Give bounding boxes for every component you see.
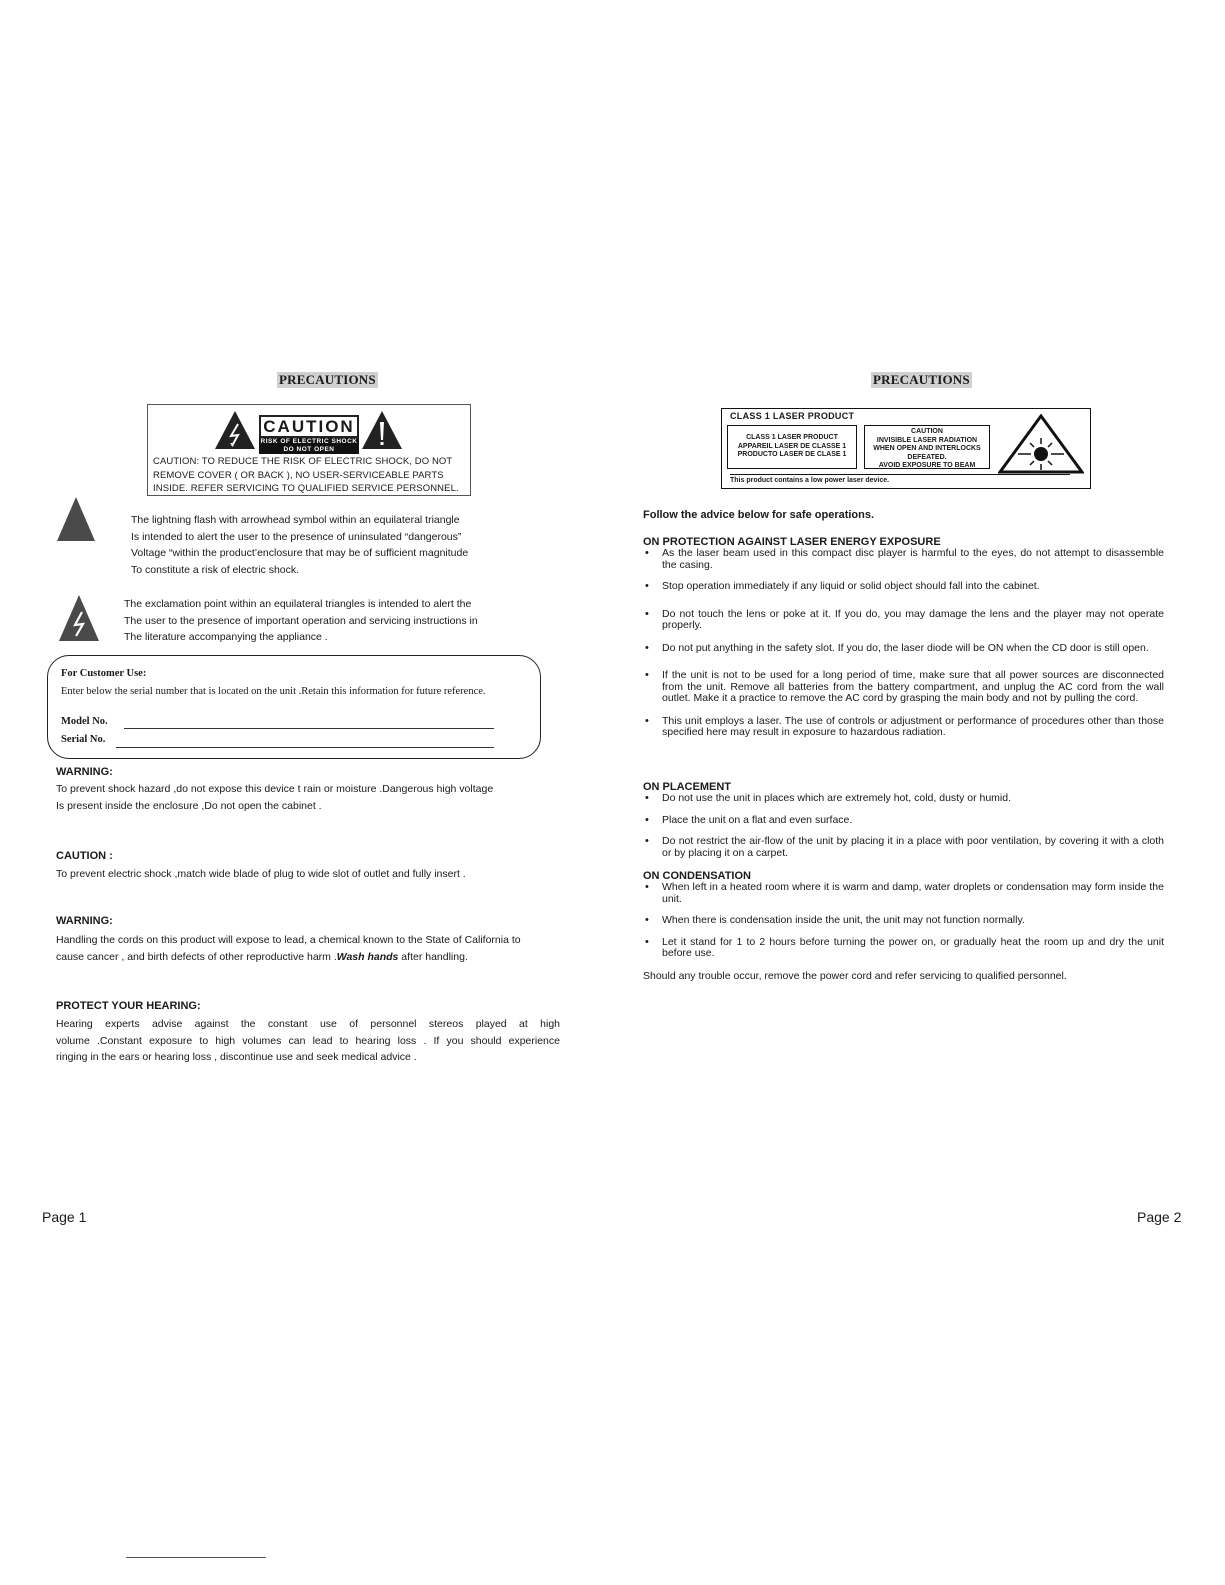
closing-text: Should any trouble occur, remove the power cord and refer servicing to qualified personnel. xyxy=(643,970,1067,982)
caution-line: INSIDE. REFER SERVICING TO QUALIFIED SERVICE PERSONNEL. xyxy=(153,483,459,494)
lightning-triangle-icon xyxy=(214,410,256,450)
text-line: volume .Constant exposure to high volumes can lead to hearing loss . If you should experience xyxy=(56,1034,560,1047)
text-line: INVISIBLE LASER RADIATION xyxy=(876,436,978,444)
text-line: Is present inside the enclosure ,Do not open the cabinet . xyxy=(56,799,322,812)
list-item: • When left in a heated room where it is warm and damp, water droplets or condensation may form inside the unit. xyxy=(643,882,1164,905)
list-item: • Let it stand for 1 to 2 hours before turning the power on, or gradually heat the room up and dry the unit before use. xyxy=(643,937,1164,960)
text-line: DEFEATED. xyxy=(907,453,947,461)
wash-hands-emphasis: Wash hands xyxy=(336,950,399,963)
laser-caution-box xyxy=(864,425,990,469)
caution-sub2: DO NOT OPEN xyxy=(259,446,359,454)
lightning-triangle-icon xyxy=(58,594,100,642)
text-line: To constitute a risk of electric shock. xyxy=(131,563,300,576)
laser-label-footer: This product contains a low power laser device. xyxy=(730,474,1070,484)
caution-heading: CAUTION : xyxy=(56,850,113,862)
list-item: • This unit employs a laser. The use of controls or adjustment or performance of procedures other than those specified here may result in exposure to hazardous radiation. xyxy=(643,716,1164,739)
text-span: cause cancer , and birth defects of other reproductive harm . xyxy=(56,950,337,963)
right-page-title: PRECAUTIONS xyxy=(873,372,970,387)
warning-heading: WARNING: xyxy=(56,915,113,927)
underline-rule xyxy=(126,1557,266,1558)
customer-use-box xyxy=(47,655,541,759)
text-line: To prevent shock hazard ,do not expose this device t rain or moisture .Dangerous high voltage xyxy=(56,783,494,795)
laser-section-heading: ON PROTECTION AGAINST LASER ENERGY EXPOSURE xyxy=(643,536,941,548)
caution-text: To prevent electric shock ,match wide blade of plug to wide slot of outlet and fully insert . xyxy=(56,868,466,880)
hearing-heading: PROTECT YOUR HEARING: xyxy=(56,1000,201,1012)
text-line: PRODUCTO LASER DE CLASE 1 xyxy=(737,451,847,458)
caution-line: REMOVE COVER ( OR BACK ), NO USER-SERVICEABLE PARTS xyxy=(153,469,444,481)
text-line: The exclamation point within an equilateral triangles is intended to alert the xyxy=(124,598,472,610)
text-line: ringing in the ears or hearing loss , discontinue use and seek medical advice . xyxy=(56,1051,417,1063)
text-line: CAUTION xyxy=(911,428,943,435)
list-item: • Stop operation immediately if any liquid or solid object should fall into the cabinet. xyxy=(643,581,1164,593)
text-line xyxy=(56,949,566,966)
exclamation-triangle-icon xyxy=(361,410,403,450)
list-item: • If the unit is not to be used for a long period of time, make sure that all power sources are disconnected from the unit. Remove all batteries from the battery compartment, and unplug the AC cord from the wall outlet. Make it a practice to remove the AC cord by grasping the main body and not by pulling the cord. xyxy=(643,670,1164,705)
list-item: • Do not use the unit in places which are extremely hot, cold, dusty or humid. xyxy=(643,793,1164,805)
list-item: • When there is condensation inside the unit, the unit may not function normally. xyxy=(643,915,1164,927)
text-line: Is intended to alert the user to the presence of uninsulated “dangerous” xyxy=(131,530,462,543)
text-line: Voltage “within the product’enclosure that may be of sufficient magnitude xyxy=(131,547,469,559)
warning-text xyxy=(56,932,566,965)
text-line: The lightning flash with arrowhead symbol within an equilateral triangle xyxy=(131,514,460,526)
serial-no-label: Serial No. xyxy=(61,734,106,745)
laser-advice-list xyxy=(643,548,1164,739)
warning-text xyxy=(56,781,556,814)
model-no-label: Model No. xyxy=(61,716,108,727)
caution-text xyxy=(153,455,469,496)
text-line: APPAREIL LASER DE CLASSE 1 xyxy=(737,442,847,450)
condensation-heading: ON CONDENSATION xyxy=(643,870,751,882)
caution-word: CAUTION xyxy=(259,415,359,438)
list-item: • Do not put anything in the safety slot. If you do, the laser diode will be ON when the CD door is still open. xyxy=(643,643,1164,655)
exclamation-symbol-explanation xyxy=(124,596,524,646)
list-item: • As the laser beam used in this compact disc player is harmful to the eyes, do not attempt to disassemble the casing. xyxy=(643,548,1164,571)
placement-list xyxy=(643,793,1164,859)
list-item: • Place the unit on a flat and even surface. xyxy=(643,815,1164,827)
text-line: The literature accompanying the appliance . xyxy=(124,631,328,643)
caution-label xyxy=(259,415,359,454)
warning-heading: WARNING: xyxy=(56,766,113,778)
serial-no-line xyxy=(116,747,494,748)
intro-text: Follow the advice below for safe operations. xyxy=(643,509,875,521)
laser-warning-icon xyxy=(998,414,1084,474)
customer-use-text: Enter below the serial number that is located on the unit .Retain this information for future reference. xyxy=(61,686,486,697)
condensation-list xyxy=(643,882,1164,960)
exclamation-triangle-icon xyxy=(56,496,96,542)
page-number: Page 2 xyxy=(1137,1209,1182,1225)
text-line: CLASS 1 LASER PRODUCT xyxy=(746,434,838,441)
caution-sub1: RISK OF ELECTRIC SHOCK xyxy=(260,438,358,445)
text-line: The user to the presence of important operation and servicing instructions in xyxy=(124,614,478,627)
lightning-symbol-explanation xyxy=(131,512,531,578)
placement-heading: ON PLACEMENT xyxy=(643,781,731,793)
laser-product-label xyxy=(721,408,1091,489)
list-item: • Do not touch the lens or poke at it. If you do, you may damage the lens and the player may not operate properly. xyxy=(643,609,1164,632)
text-line: Handling the cords on this product will expose to lead, a chemical known to the State of California to xyxy=(56,934,521,946)
list-item: • Do not restrict the air-flow of the unit by placing it in a place with poor ventilation, by covering it with a cloth or by placing it on a carpet. xyxy=(643,836,1164,859)
text-line: AVOID EXPOSURE TO BEAM xyxy=(878,462,976,469)
page-number: Page 1 xyxy=(42,1209,87,1225)
text-line: Hearing experts advise against the constant use of personnel stereos played at high xyxy=(56,1018,560,1030)
customer-use-title: For Customer Use: xyxy=(61,668,147,679)
hearing-text xyxy=(56,1016,560,1066)
text-span: after handling. xyxy=(398,950,468,963)
caution-label-box xyxy=(147,404,471,496)
left-page-title: PRECAUTIONS xyxy=(279,372,376,387)
laser-label-heading: CLASS 1 LASER PRODUCT xyxy=(730,411,855,421)
caution-line: CAUTION: TO REDUCE THE RISK OF ELECTRIC SHOCK, DO NOT xyxy=(153,456,453,467)
laser-class-box xyxy=(727,425,857,469)
text-line: WHEN OPEN AND INTERLOCKS xyxy=(873,445,981,452)
model-no-line xyxy=(124,728,494,729)
